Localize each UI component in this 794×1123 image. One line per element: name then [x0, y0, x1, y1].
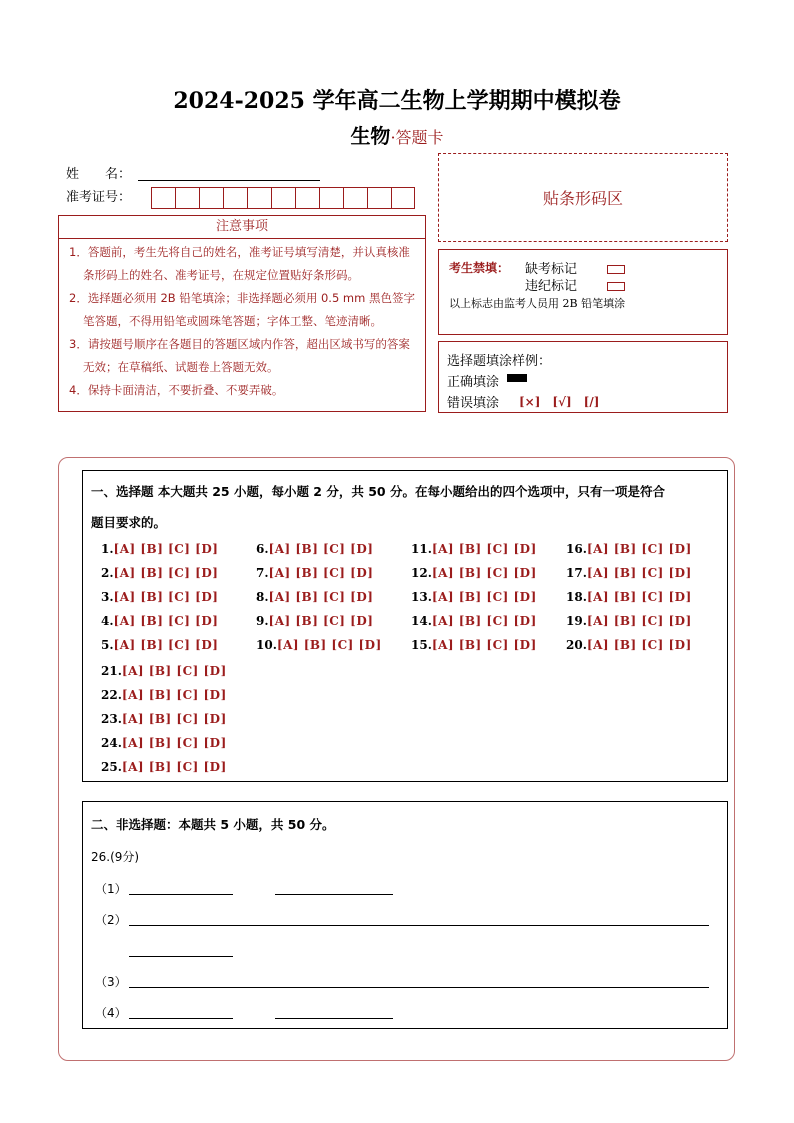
barcode-area: [438, 153, 728, 242]
id-box[interactable]: [319, 187, 343, 209]
choice-question[interactable]: [566, 638, 692, 652]
answer-options[interactable]: [A] [B] [C] [D]: [113, 614, 219, 628]
section-choice: [82, 470, 728, 782]
section2-heading: 二、非选择题：本题共 5 小题，共 50 分。: [91, 817, 335, 832]
answer-options[interactable]: [A] [B] [C] [D]: [431, 590, 537, 604]
question-number: 21.: [101, 664, 122, 678]
answer-options[interactable]: [A] [B] [C] [D]: [586, 566, 692, 580]
question-number: 20.: [566, 638, 587, 652]
answer-line[interactable]: [275, 1018, 393, 1019]
question-number: 24.: [101, 736, 122, 750]
answer-options[interactable]: [A] [B] [C] [D]: [431, 614, 537, 628]
wrong-label: 错误填涂: [447, 396, 500, 411]
answer-line[interactable]: [129, 987, 709, 988]
answer-options[interactable]: [A] [B] [C] [D]: [431, 542, 537, 556]
answer-options[interactable]: [A] [B] [C] [D]: [268, 590, 374, 604]
sub3-label: （3）: [95, 975, 127, 989]
notice-item: 4．保持卡面清洁，不要折叠、不要弄破。: [69, 383, 284, 397]
question-number: 3.: [101, 590, 114, 604]
violation-label: 违纪标记: [525, 279, 578, 294]
answer-options[interactable]: [A] [B] [C] [D]: [268, 614, 374, 628]
sample-title: 选择题填涂样例：: [447, 354, 552, 369]
sample-box: [438, 341, 728, 413]
question-number: 8.: [256, 590, 269, 604]
question-number: 13.: [411, 590, 432, 604]
card-label: 答题卡: [395, 128, 444, 147]
choice-question[interactable]: [101, 664, 227, 678]
question-number: 19.: [566, 614, 587, 628]
answer-options[interactable]: [A] [B] [C] [D]: [121, 736, 227, 750]
name-label: 姓 名：: [66, 167, 132, 182]
choice-question[interactable]: [566, 614, 692, 628]
choice-question[interactable]: [411, 542, 537, 556]
answer-options[interactable]: [A] [B] [C] [D]: [121, 664, 227, 678]
choice-question[interactable]: [256, 542, 373, 556]
notice-item: 1．答题前，考生先将自己的姓名，准考证号填写清楚，并认真核准条形码上的姓名、准考证号，在规定位置贴好条形码。: [69, 245, 410, 282]
question-number: 22.: [101, 688, 122, 702]
subtitle-separator: ·: [390, 128, 396, 147]
question-number: 25.: [101, 760, 122, 774]
answer-line[interactable]: [129, 925, 709, 926]
section1-heading-line2: 题目要求的。: [91, 515, 167, 530]
question-number: 12.: [411, 566, 432, 580]
subject-label: 生物: [350, 124, 391, 148]
question-number: 17.: [566, 566, 587, 580]
choice-question[interactable]: [411, 590, 537, 604]
choice-question[interactable]: [101, 590, 218, 604]
choice-question[interactable]: [411, 638, 537, 652]
id-box[interactable]: [247, 187, 271, 209]
choice-question[interactable]: [256, 614, 373, 628]
ban-label: 考生禁填：: [449, 261, 510, 275]
choice-question[interactable]: [566, 542, 692, 556]
page-title: 2024-2025 学年高二生物上学期期中模拟卷: [173, 88, 621, 114]
correct-fill-sample: [507, 374, 527, 382]
answer-options[interactable]: [A] [B] [C] [D]: [586, 542, 692, 556]
answer-options[interactable]: [A] [B] [C] [D]: [586, 614, 692, 628]
id-box[interactable]: [151, 187, 175, 209]
question-number: 23.: [101, 712, 122, 726]
question-number: 9.: [256, 614, 269, 628]
sub2-label: （2）: [95, 913, 127, 927]
question-number: 11.: [411, 542, 432, 556]
ban-note: 以上标志由监考人员用 2B 铅笔填涂: [449, 297, 626, 310]
choice-question[interactable]: [566, 590, 692, 604]
id-label: 准考证号：: [66, 190, 132, 205]
id-box[interactable]: [271, 187, 295, 209]
answer-options[interactable]: [A] [B] [C] [D]: [113, 542, 219, 556]
wrong-marks: [×] [√] [/]: [519, 395, 600, 409]
question-number: 18.: [566, 590, 587, 604]
id-box[interactable]: [343, 187, 367, 209]
answer-line[interactable]: [129, 1018, 233, 1019]
choice-question[interactable]: [256, 590, 373, 604]
choice-question[interactable]: [101, 542, 218, 556]
answer-options[interactable]: [A] [B] [C] [D]: [431, 638, 537, 652]
notice-item: 3．请按题号顺序在各题目的答题区域内作答，超出区域书写的答案无效；在草稿纸、试题卷上答题无效。: [69, 337, 410, 374]
choice-question[interactable]: [566, 566, 692, 580]
answer-line[interactable]: [275, 894, 393, 895]
answer-options[interactable]: [A] [B] [C] [D]: [113, 566, 219, 580]
choice-question[interactable]: [256, 566, 373, 580]
question-number: 15.: [411, 638, 432, 652]
section1-heading-line1: 一、选择题 本大题共 25 小题，每小题 2 分，共 50 分。在每小题给出的四个选项中，只有一项是符合: [91, 484, 665, 499]
choice-question[interactable]: [101, 760, 227, 774]
question-number: 6.: [256, 542, 269, 556]
choice-question[interactable]: [101, 566, 218, 580]
sub4-label: （4）: [95, 1006, 127, 1020]
choice-question[interactable]: [411, 614, 537, 628]
notice-box: [58, 215, 426, 412]
id-box[interactable]: [367, 187, 391, 209]
answer-line[interactable]: [129, 894, 233, 895]
choice-question[interactable]: [411, 566, 537, 580]
answer-options[interactable]: [A] [B] [C] [D]: [586, 590, 692, 604]
barcode-label: 贴条形码区: [542, 189, 623, 208]
answer-line[interactable]: [129, 956, 233, 957]
answer-options[interactable]: [A] [B] [C] [D]: [431, 566, 537, 580]
choice-question[interactable]: [101, 638, 218, 652]
question-number: 5.: [101, 638, 114, 652]
ban-box: [438, 249, 728, 335]
question-number: 14.: [411, 614, 432, 628]
violation-mark[interactable]: [607, 276, 625, 295]
answer-options[interactable]: [A] [B] [C] [D]: [276, 638, 382, 652]
question-number: 7.: [256, 566, 269, 580]
absent-label: 缺考标记: [525, 262, 578, 277]
id-box[interactable]: [295, 187, 319, 209]
question-number: 2.: [101, 566, 114, 580]
id-box[interactable]: [223, 187, 247, 209]
correct-label: 正确填涂: [447, 375, 500, 390]
choice-question[interactable]: [101, 712, 227, 726]
answer-options[interactable]: [A] [B] [C] [D]: [113, 638, 219, 652]
notice-title: 注意事项: [59, 216, 425, 239]
answer-options[interactable]: [A] [B] [C] [D]: [268, 542, 374, 556]
question-number: 10.: [256, 638, 277, 652]
page-subtitle: [0, 120, 794, 149]
answer-options[interactable]: [A] [B] [C] [D]: [121, 760, 227, 774]
notice-item: 2．选择题必须用 2B 铅笔填涂；非选择题必须用 0.5 mm 黑色签字笔答题，不得用铅笔或圆珠笔答题；字体工整、笔迹清晰。: [69, 291, 415, 328]
section-nonchoice: [82, 801, 728, 1029]
choice-question[interactable]: [256, 638, 382, 652]
question-number: 4.: [101, 614, 114, 628]
choice-question[interactable]: [101, 614, 218, 628]
question-number: 1.: [101, 542, 114, 556]
question-number: 16.: [566, 542, 587, 556]
answer-options[interactable]: [A] [B] [C] [D]: [121, 688, 227, 702]
name-field[interactable]: [138, 164, 320, 181]
answer-options[interactable]: [A] [B] [C] [D]: [586, 638, 692, 652]
sub1-label: （1）: [95, 882, 127, 896]
q26-label: 26.(9分): [91, 850, 140, 864]
id-box[interactable]: [199, 187, 223, 209]
answer-options[interactable]: [A] [B] [C] [D]: [121, 712, 227, 726]
id-box[interactable]: [391, 187, 415, 209]
id-boxes[interactable]: [151, 187, 415, 209]
choice-question[interactable]: [101, 688, 227, 702]
choice-question[interactable]: [101, 736, 227, 750]
id-box[interactable]: [175, 187, 199, 209]
answer-options[interactable]: [A] [B] [C] [D]: [268, 566, 374, 580]
answer-options[interactable]: [A] [B] [C] [D]: [113, 590, 219, 604]
